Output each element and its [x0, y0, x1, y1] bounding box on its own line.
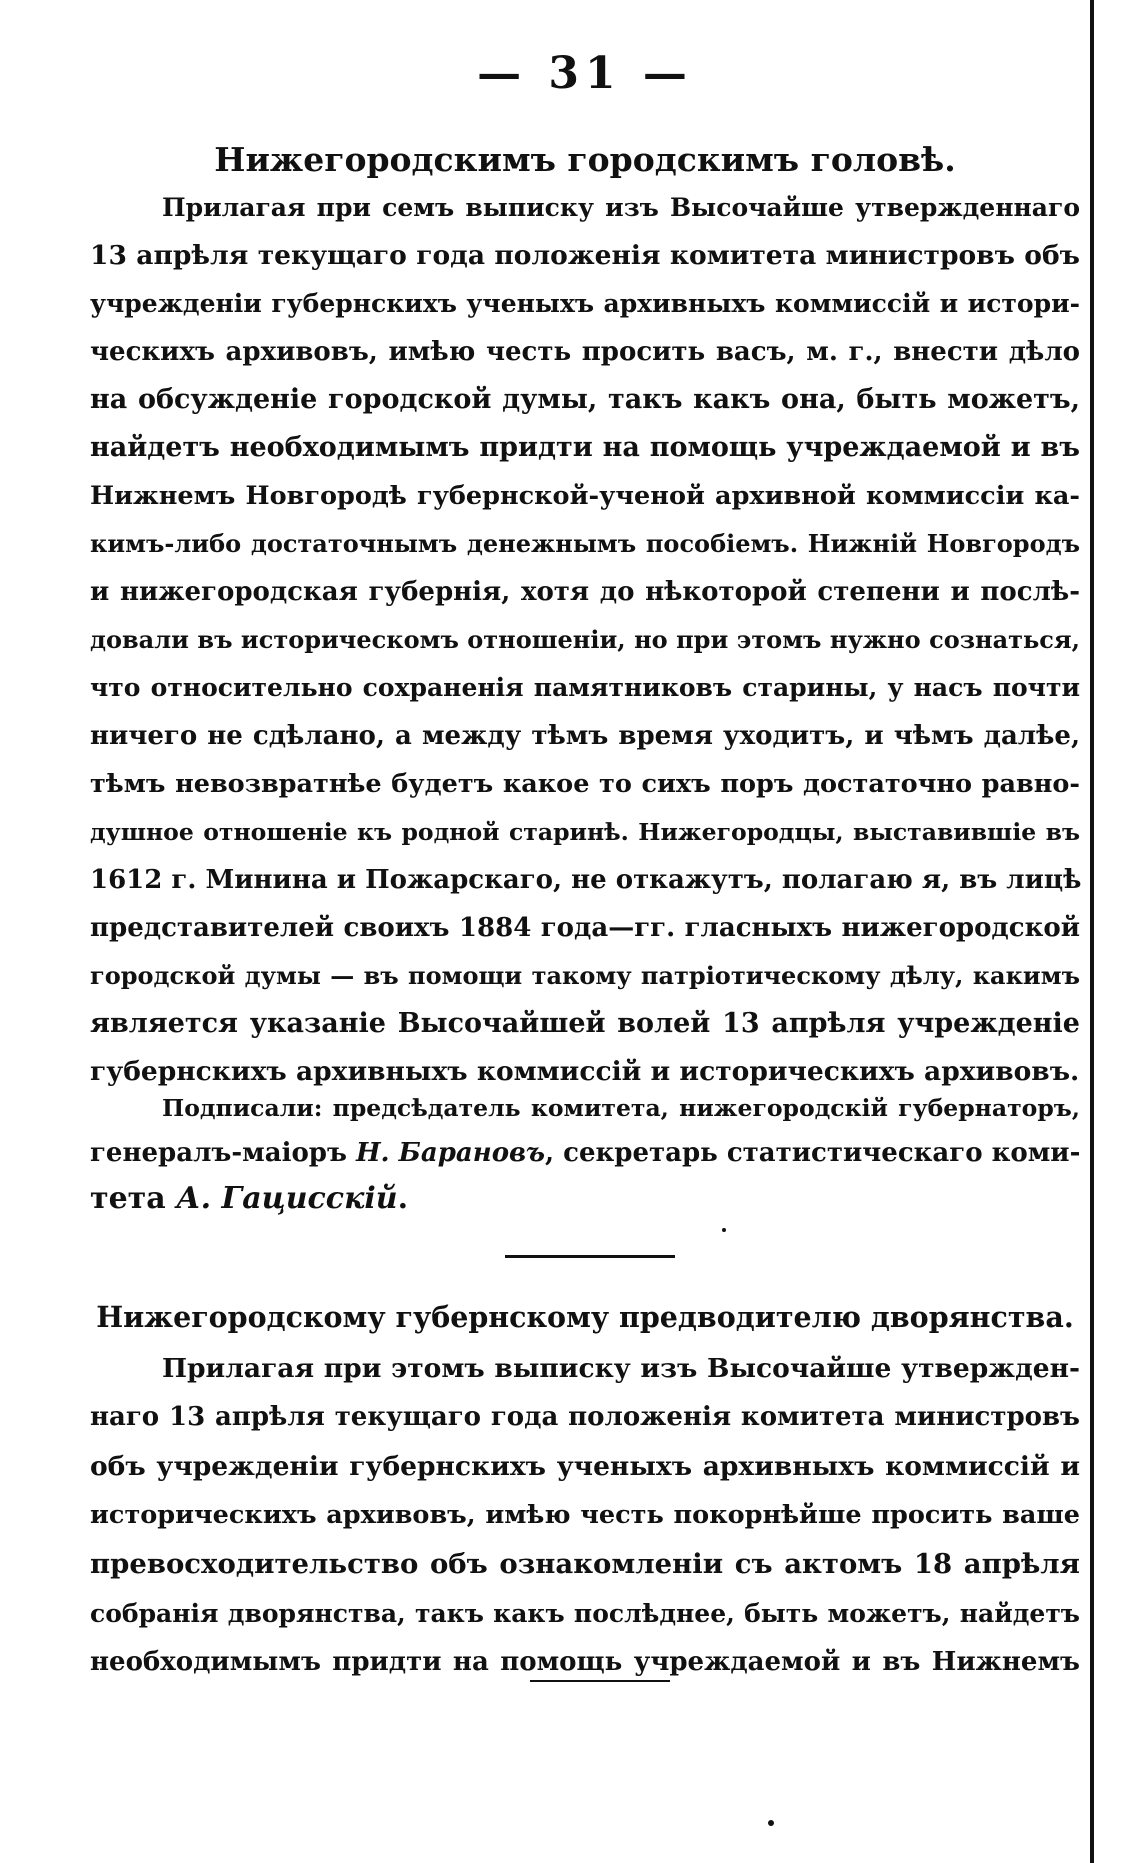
body-line: представителей своихъ 1884 года—гг. гласныхъ нижегородской: [90, 913, 1080, 943]
body-line: историческихъ архивовъ, имѣю честь покорнѣйше просить ваше: [90, 1500, 1080, 1530]
ink-speck: [722, 1228, 726, 1232]
signature-block: [90, 1086, 1080, 1221]
signature-line: [90, 1131, 1080, 1176]
body-line: 1612 г. Минина и Пожарскаго, не откажутъ, полагаю я, въ лицѣ: [90, 865, 1082, 895]
body-line: найдетъ необходимымъ придти на помощь учреждаемой и въ: [90, 432, 1080, 463]
section-divider: [505, 1255, 675, 1258]
signature-committee-tail: тета: [90, 1181, 166, 1216]
body-line: учрежденіи губернскихъ ученыхъ архивныхъ коммиссій и истори-: [90, 289, 1080, 318]
page-number: — 31 —: [477, 48, 693, 99]
body-line: что относительно сохраненія памятниковъ старины, у насъ почти: [90, 673, 1080, 702]
body-line: собранія дворянства, такъ какъ послѣднее, быть можетъ, найдетъ: [90, 1599, 1080, 1628]
signature-period: .: [397, 1181, 409, 1216]
governor-name: Н. Барановъ: [355, 1138, 546, 1168]
page-edge-rule: [1090, 0, 1094, 1863]
body-line: губернскихъ архивныхъ коммиссій и историческихъ архивовъ.: [90, 1056, 1080, 1087]
body-line: наго 13 апрѣля текущаго года положенія комитета министровъ: [90, 1402, 1080, 1432]
body-line: 13 апрѣля текущаго года положенія комитета министровъ объ: [90, 240, 1080, 271]
body-line: ничего не сдѣлано, а между тѣмъ время уходитъ, и чѣмъ далѣе,: [90, 721, 1080, 751]
signature-line: [90, 1176, 1080, 1221]
secretary-name: А. Гацисскій: [176, 1181, 398, 1216]
body-line: довали въ историческомъ отношеніи, но при этомъ нужно сознаться,: [90, 625, 1080, 654]
signature-secretary-title: , секретарь статистическаго коми-: [545, 1138, 1081, 1168]
catchword-rule: [530, 1680, 670, 1682]
letter-heading-city-head: Нижегородскимъ городскимъ головѣ.: [214, 140, 956, 179]
document-page: [90, 0, 1080, 1863]
body-line: душное отношеніе къ родной старинѣ. Нижегородцы, выставившіе въ: [90, 818, 1080, 846]
ink-speck: [768, 1820, 774, 1826]
signature-line: Подписали: предсѣдатель комитета, нижегородскій губернаторъ,: [162, 1094, 1080, 1122]
body-line: ческихъ архивовъ, имѣю честь просить васъ, м. г., внести дѣло: [90, 337, 1080, 367]
letter-heading-marshal: Нижегородскому губернскому предводителю дворянства.: [96, 1300, 1074, 1334]
letter-body-marshal: [90, 1344, 1080, 1687]
body-line: и нижегородская губернія, хотя до нѣкоторой степени и послѣ-: [90, 577, 1080, 607]
body-line: объ учрежденіи губернскихъ ученыхъ архивныхъ коммиссій и: [90, 1451, 1080, 1482]
body-line: кимъ-либо достаточнымъ денежнымъ пособіемъ. Нижній Новгородъ: [90, 529, 1080, 558]
body-line: Прилагая при семъ выписку изъ Высочайше утвержденнаго: [162, 193, 1080, 222]
body-line: Нижнемъ Новгородѣ губернской-ученой архивной коммиссіи ка-: [90, 481, 1080, 511]
body-line: является указаніе Высочайшей волей 13 апрѣля учрежденіе: [90, 1008, 1080, 1039]
letter-body-city-head: [90, 184, 1080, 1096]
body-line: необходимымъ придти на помощь учреждаемой и въ Нижнемъ: [90, 1647, 1080, 1677]
body-line: на обсужденіе городской думы, такъ какъ она, быть можетъ,: [90, 384, 1080, 415]
body-line: тѣмъ невозвратнѣе будетъ какое то сихъ поръ достаточно равно-: [90, 769, 1080, 799]
body-line: Прилагая при этомъ выписку изъ Высочайше утвержден-: [162, 1353, 1080, 1384]
body-line: городской думы — въ помощи такому патріотическому дѣлу, какимъ: [90, 961, 1080, 990]
signature-rank: генералъ-маіоръ: [90, 1138, 347, 1168]
body-line: превосходительство объ ознакомленіи съ актомъ 18 апрѣля: [90, 1548, 1080, 1580]
